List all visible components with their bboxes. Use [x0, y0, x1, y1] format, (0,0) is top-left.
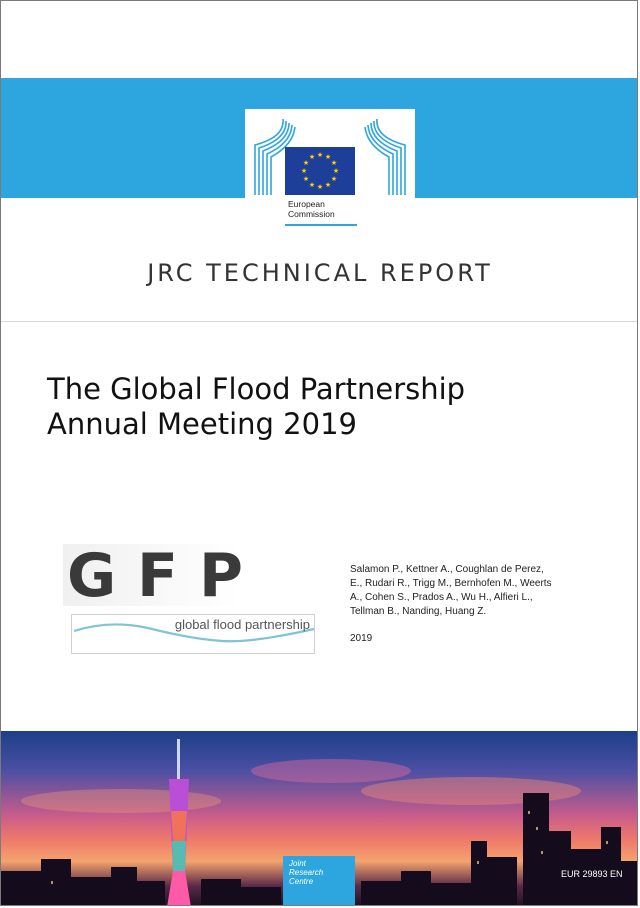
svg-text:★: ★ — [332, 167, 340, 175]
author-line: Salamon P., Kettner A., Coughlan de Perez, — [350, 564, 544, 575]
jrc-logo-text — [289, 859, 323, 886]
svg-text:★: ★ — [330, 175, 338, 183]
svg-text:★: ★ — [316, 151, 324, 159]
gfp-letter-p: P — [199, 541, 243, 611]
author-list — [350, 563, 580, 619]
logo-underline — [285, 224, 357, 226]
svg-text:★: ★ — [302, 159, 310, 167]
title-line2: Annual Meeting 2019 — [47, 407, 357, 441]
title-line1: The Global Flood Partnership — [47, 372, 466, 406]
svg-text:★: ★ — [308, 153, 316, 161]
report-title — [47, 372, 465, 442]
gfp-subtitle-box — [71, 614, 315, 654]
jrc-line2: Research — [289, 868, 324, 877]
header-divider — [1, 321, 638, 322]
jrc-line1: Joint — [289, 859, 306, 868]
svg-text:★: ★ — [324, 181, 332, 189]
logo-line2: Commission — [288, 209, 335, 219]
report-number: EUR 29893 EN — [561, 869, 623, 879]
commission-name — [288, 199, 335, 219]
logo-line1: European — [288, 199, 325, 209]
gfp-subtitle: global flood partnership — [174, 617, 310, 632]
svg-text:★: ★ — [300, 167, 308, 175]
author-line: E., Rudari R., Trigg M., Bernhofen M., Weerts — [350, 578, 552, 589]
gfp-logo — [63, 541, 243, 611]
svg-text:★: ★ — [302, 175, 310, 183]
svg-text:★: ★ — [324, 153, 332, 161]
svg-text:★: ★ — [330, 159, 338, 167]
gfp-letter-f: F — [137, 541, 178, 611]
svg-text:★: ★ — [316, 183, 324, 191]
publication-year: 2019 — [350, 633, 373, 644]
report-type: JRC TECHNICAL REPORT — [147, 259, 493, 287]
author-line: Tellman B., Nanding, Huang Z. — [350, 606, 487, 617]
gfp-letter-g: G — [67, 541, 117, 611]
svg-text:★: ★ — [308, 181, 316, 189]
author-line: A., Cohen S., Prados A., Wu H., Alfieri L., — [350, 592, 533, 603]
jrc-line3: Centre — [289, 877, 314, 886]
